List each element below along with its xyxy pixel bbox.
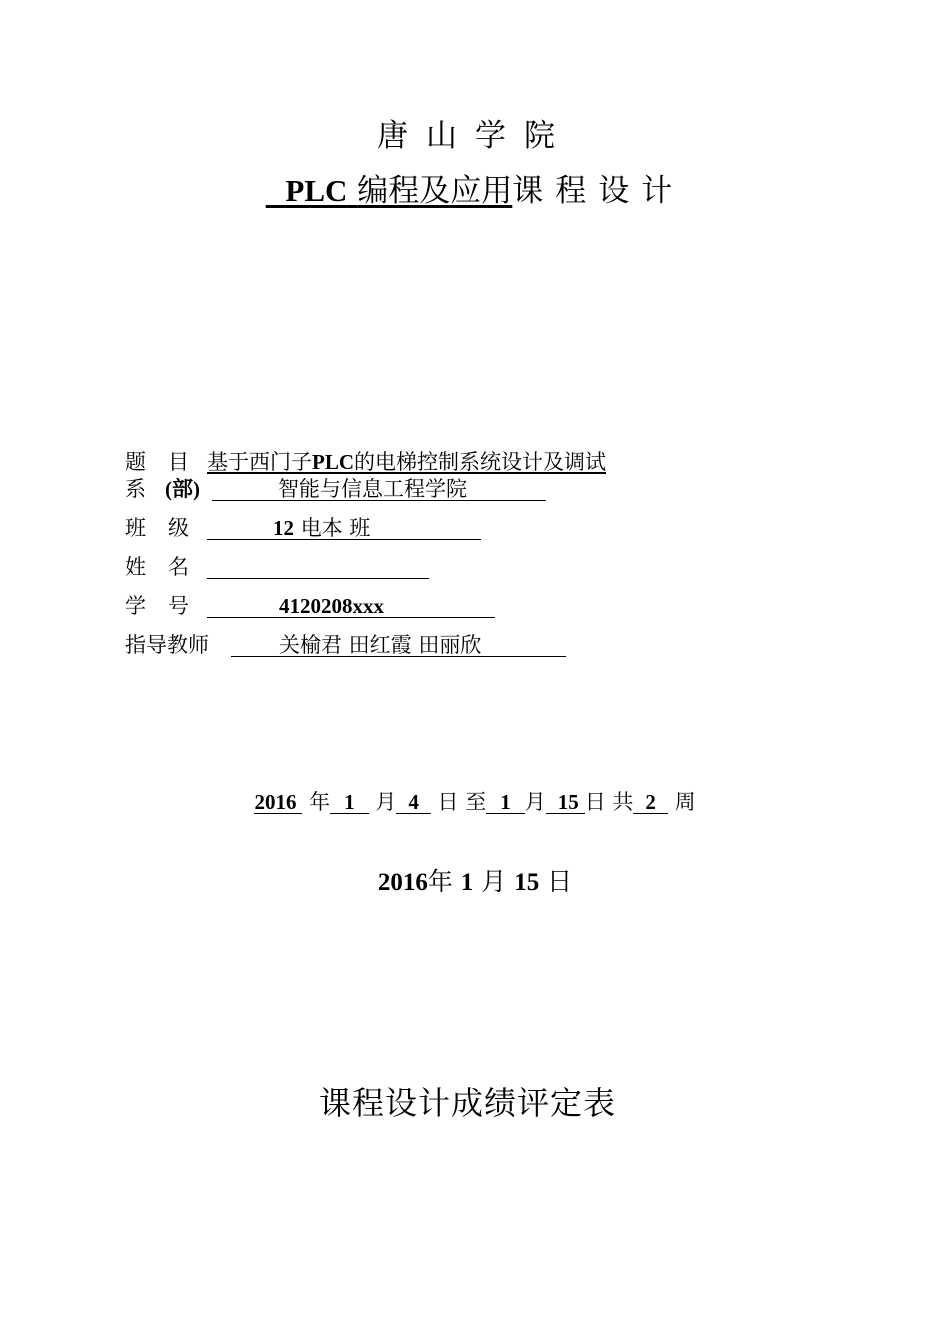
advisor-value: 关榆君 田红霞 田丽欣 [279, 633, 482, 657]
advisor-field [231, 630, 566, 657]
class-row [125, 513, 481, 543]
topic-plc: PLC [312, 450, 354, 474]
student-id-value: 4120208xxx [279, 594, 384, 618]
department-label-paren: (部) [165, 477, 200, 501]
student-id-field [207, 591, 495, 618]
advisor-row [125, 630, 566, 660]
period-year: 2016 [254, 787, 302, 814]
school-name: 唐山学院 [377, 118, 573, 154]
department-value: 智能与信息工程学院 [278, 477, 467, 501]
student-id-row [125, 591, 495, 621]
advisor-label: 指导教师 [125, 633, 209, 657]
class-field [207, 513, 481, 540]
evaluation-title: 课程设计成绩评定表 [318, 1084, 616, 1122]
course-name-plc: PLC [285, 173, 348, 208]
course-title [0, 165, 950, 210]
name-label: 姓名 [125, 555, 211, 579]
date-month: 1 [460, 869, 474, 896]
department-label: 系 [125, 477, 168, 501]
design-period: 2016 年 1 月 4 日 至 1 月 15 日 共 2 周 [0, 786, 950, 816]
name-field [207, 552, 429, 579]
class-label: 班级 [125, 516, 211, 540]
course-design-label: 课程设计 [512, 173, 685, 209]
date-day: 15 [514, 869, 540, 896]
date-year: 2016 [377, 869, 428, 896]
topic-value: 基于西门子PLC的电梯控制系统设计及调试 [207, 450, 606, 474]
topic-label: 题目 [125, 450, 211, 474]
period-start-day: 4 [396, 787, 431, 814]
period-end-month: 1 [486, 787, 525, 814]
topic-row [125, 447, 606, 477]
name-row [125, 552, 429, 582]
student-id-label: 学号 [125, 594, 211, 618]
period-end-day: 15 [546, 787, 585, 814]
course-name-rest: 编程及应用 [357, 173, 513, 209]
period-weeks: 2 [633, 787, 668, 814]
department-field [212, 474, 546, 501]
period-start-month: 1 [330, 787, 369, 814]
department-row [125, 474, 546, 504]
class-value: 12 电本 班 [273, 516, 371, 540]
document-date: 2016年 1 月 15 日 [377, 867, 573, 896]
course-name [266, 173, 513, 209]
